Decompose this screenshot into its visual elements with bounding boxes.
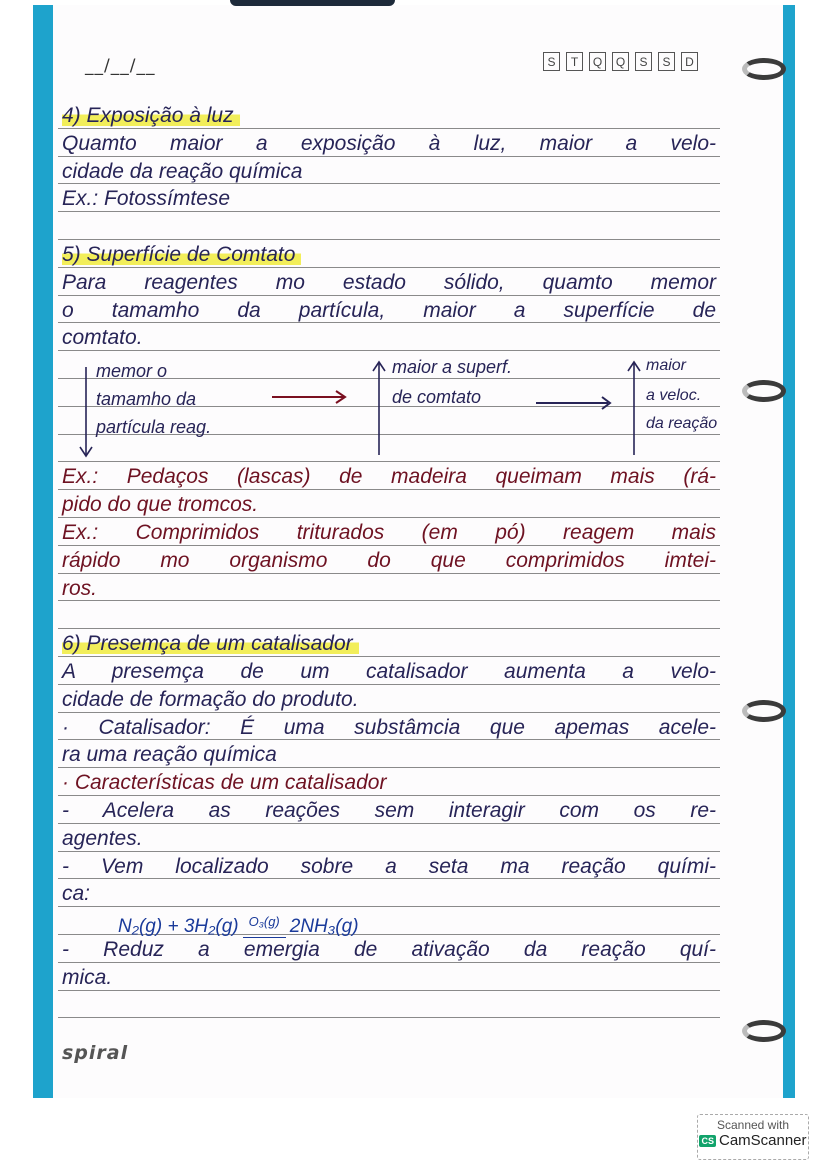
weekday-box: S [635,52,652,71]
weekday-box: S [543,52,560,71]
note-line [58,879,720,907]
section-heading [62,101,720,131]
effect-text: a veloc. [646,387,702,404]
note-line [58,740,720,768]
note-line [58,963,720,991]
note-line [58,129,720,157]
note-text: Ex.: Pedaços (lascas) de madeira queimam mais (rá- [62,465,716,489]
note-line [58,657,720,685]
note-text: Ex.: Comprimidos triturados (em pó) reagem mais [62,520,716,544]
note-line [58,518,720,546]
spiral-logo: spiral [62,1042,129,1064]
note-text: o tamamho da partícula, maior a superfície de [62,298,716,322]
camscanner-icon: CS [701,1135,714,1146]
spiral-ring-icon [742,1020,786,1042]
cover-edge-left [33,5,53,1098]
weekday-box: T [566,52,583,71]
note-line [58,768,720,796]
weekday-box: Q [612,52,629,71]
note-line [58,212,720,240]
note-text: cidade de formação do produto. [62,687,359,711]
up-arrow-icon [628,362,640,455]
section-heading [62,240,720,270]
effect-text: da reação [646,415,718,432]
middle-text: de comtato [392,387,482,407]
note-line [58,907,720,938]
note-text: pido do que tromcos. [62,493,259,517]
middle-text: maior a superf. [392,357,513,377]
equation-products: 2NH₃(g) [289,916,359,938]
note-line [58,184,720,212]
note-text: Quamto maior a exposição à luz, maior a velo- [62,131,716,155]
highlighted-heading-text: 5) Superfície de Comtato [62,243,301,266]
weekday-box: S [658,52,675,71]
note-line [58,713,720,741]
camscanner-badge [697,1114,809,1160]
note-text: agentes. [62,826,143,850]
up-arrow-icon [373,362,385,455]
note-line [58,824,720,852]
ruled-lines [58,101,720,1018]
note-text: ra uma reação química [62,743,277,767]
weekday-box: Q [589,52,606,71]
note-line [58,991,720,1019]
note-line [58,935,720,963]
cause-text: tamamho da [96,389,197,409]
note-text: - Vem localizado sobre a seta ma reação quími- [62,854,716,878]
note-text: Para reagentes mo estado sólido, quamto memor [62,270,716,294]
weekday-box: D [681,52,698,71]
note-line [58,490,720,518]
note-text: - Reduz a emergia de ativação da reação quí- [62,937,716,961]
note-line [58,685,720,713]
effect-text: maior [646,357,687,374]
note-line [58,268,720,296]
note-line [58,323,720,351]
cause-text: memor o [96,361,168,381]
scanner-edge [230,0,395,6]
note-line [58,101,720,129]
note-text: cidade da reação química [62,159,303,183]
note-line [58,601,720,629]
weekday-boxes [543,52,698,71]
note-text: rápido mo organismo do que comprimidos imtei- [62,548,716,572]
note-line [58,296,720,324]
cause-effect-diagram [58,351,758,462]
highlighted-heading-text: 4) Exposição à luz [62,104,240,127]
note-text: mica. [62,965,113,989]
down-arrow-icon [80,367,92,456]
equation-reactants: N₂(g) + 3H₂(g) [118,916,239,938]
highlighted-heading-text: 6) Presemça de um catalisador [62,632,359,655]
note-text: · Características de um catalisador [62,771,387,795]
note-line [58,796,720,824]
spiral-ring-icon [742,700,786,722]
note-text: ros. [62,576,98,600]
cover-edge-right [783,5,795,1098]
scanner-caption: Scanned with [716,1118,790,1132]
equation-catalyst-arrow: O₃(g) [243,907,286,938]
note-line [58,462,720,490]
scanner-brand: CamScanner [718,1132,807,1149]
cause-text: partícula reag. [96,417,212,437]
note-line [58,574,720,602]
note-text: comtato. [62,326,143,350]
note-text: - Acelera as reações sem interagir com os re- [62,798,716,822]
note-line [58,157,720,185]
note-text: ca: [62,882,91,906]
note-text: Ex.: Fotossímtese [62,187,231,211]
note-line [58,240,720,268]
right-arrow-icon [272,391,345,403]
note-text: · Catalisador: É uma substâmcia que apemas acele- [62,715,716,739]
right-arrow-icon [536,397,610,409]
note-text: A presemça de um catalisador aumenta a velo- [62,659,716,683]
date-field: __/__/__ [85,56,156,76]
note-line [58,629,720,657]
note-line [58,852,720,880]
spiral-ring-icon [742,58,786,80]
section-heading [62,629,720,659]
note-line [58,546,720,574]
